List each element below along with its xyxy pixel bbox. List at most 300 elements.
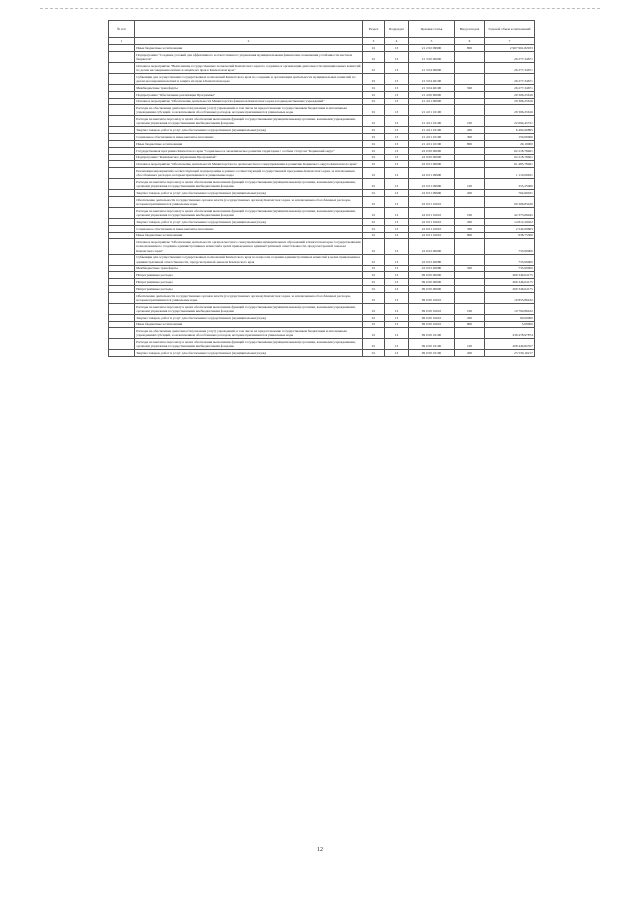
row-subsection: 13 [385,51,409,62]
table-row [109,179,535,190]
row-target-article: 99 0 00 10010 [409,321,455,328]
row-amount: 26 277,34671 [485,51,535,62]
table-row [109,285,535,292]
row-expense-type: 100 [455,116,485,127]
table-row [109,339,535,350]
row-number [109,265,135,272]
row-name: Непрограммные расходы [135,272,363,279]
row-number [109,272,135,279]
row-amount: 10 855,86432 [485,292,535,303]
row-number [109,154,135,161]
row-expense-type [455,328,485,339]
row-section: 01 [363,350,385,357]
row-name: Расходы на обеспечение деятельности (оказание услуг) учреждений, в том числе на предоставление государственным бюджетным и автономным учреждениям субсидий, за исключением обособленных расходов, которым присваиваются уникальные коды [135,105,363,116]
header-target-article: Целевая статья [409,21,455,38]
row-target-article: 99 0 00 00000 [409,279,455,286]
row-target-article: 21 3 04 40100 [409,84,455,91]
row-name: Иные бюджетные ассигнования [135,140,363,147]
row-name: Расходы на обеспечение деятельности (оказание услуг) учреждений, в том числе на предоставление государственным бюджетным и автономным учреждениям субсидий, за исключением обособленных расходов, которым присваиваются уникальные коды [135,328,363,339]
row-target-article: 22 9 01 10010 [409,218,455,225]
header-annual-amount: Годовой объем ассигнований [485,21,535,38]
row-section: 01 [363,190,385,197]
row-expense-type [455,239,485,254]
header-subsection: Подраздел [385,21,409,38]
row-amount: 269 346,04175 [485,272,535,279]
row-expense-type: 200 [455,127,485,134]
row-name: Расходы на выплаты персоналу в целях обеспечения выполнения функций государственными (муниципальными) органами, казенными учреждениями, органами управления государственными внебюджетными фондами [135,339,363,350]
row-target-article: 99 0 00 10100 [409,350,455,357]
row-number [109,51,135,62]
table-row [109,254,535,265]
row-name: Расходы на выплаты персоналу в целях обеспечения выполнения функций государственными (муниципальными) органами, казенными учреждениями, органами управления государственными внебюджетными фондами [135,303,363,314]
row-expense-type [455,168,485,179]
row-number [109,239,135,254]
row-name: Реализация мероприятий соответствующей подпрограммы в рамках соответствующей государственной программы Камчатского края, за исключением обособленных расходов, которым присваиваются уникальные коды [135,168,363,179]
row-expense-type [455,292,485,303]
row-expense-type: 200 [455,350,485,357]
row-number [109,140,135,147]
row-subsection: 13 [385,91,409,98]
row-number [109,285,135,292]
table-row [109,51,535,62]
row-expense-type: 200 [455,218,485,225]
table-row [109,279,535,286]
row-amount: 61 485,78461 [485,161,535,168]
row-section: 01 [363,105,385,116]
row-amount: 60,00000 [485,314,535,321]
row-section: 01 [363,218,385,225]
row-subsection: 13 [385,161,409,168]
row-subsection: 13 [385,127,409,134]
row-expense-type: 100 [455,303,485,314]
row-subsection: 13 [385,339,409,350]
row-subsection: 13 [385,292,409,303]
row-amount: 29 366,25616 [485,98,535,105]
row-subsection: 13 [385,190,409,197]
row-section: 01 [363,134,385,141]
row-section: 01 [363,91,385,98]
row-amount: 62 218,78461 [485,154,535,161]
row-section: 01 [363,127,385,134]
row-target-article: 21 4 00 00000 [409,91,455,98]
row-expense-type: 800 [455,140,485,147]
row-amount: 236 478,97874 [485,328,535,339]
row-number [109,314,135,321]
row-section: 01 [363,161,385,168]
table-row [109,73,535,84]
row-name: Иные бюджетные ассигнования [135,321,363,328]
budget-allocation-table [108,20,535,357]
row-section: 01 [363,303,385,314]
table-row [109,225,535,232]
row-target-article: 22 9 01 10010 [409,207,455,218]
row-amount: 5,00000 [485,321,535,328]
row-subsection: 13 [385,239,409,254]
row-target-article: 99 0 00 10010 [409,303,455,314]
row-section: 01 [363,62,385,73]
row-number [109,116,135,127]
row-number [109,279,135,286]
row-name: Субвенции для осуществления государственных полномочий Камчатского края по созданию и организации деятельности муниципальных комиссий по делам несовершеннолетних и защите их прав в Камчатском крае [135,73,363,84]
table-header-row [109,21,535,38]
table-row [109,116,535,127]
row-target-article: 21 3 04 40100 [409,73,455,84]
table-row [109,168,535,179]
row-name: Обеспечение деятельности государственных органов власти (государственных органов) Камчатского края, за исключением обособленных расходов, которым присваиваются уникальные коды [135,196,363,207]
row-expense-type [455,91,485,98]
table-row [109,328,535,339]
row-expense-type [455,161,485,168]
budget-table-sheet [108,20,534,357]
table-row [109,190,535,197]
header-expense-type: Вид расходов [455,21,485,38]
row-expense-type [455,196,485,207]
row-number [109,105,135,116]
row-section: 01 [363,140,385,147]
row-section: 01 [363,207,385,218]
row-target-article: 21 4 01 10100 [409,134,455,141]
column-index: 7 [485,37,535,45]
row-number [109,196,135,207]
row-subsection: 13 [385,207,409,218]
row-target-article: 21 4 01 10100 [409,105,455,116]
row-name: Закупка товаров, работ и услуг для обеспечения государственных (муниципальных) нужд [135,127,363,134]
row-subsection: 13 [385,134,409,141]
row-section: 01 [363,339,385,350]
row-amount: 269 346,04175 [485,279,535,286]
row-number [109,350,135,357]
row-amount: 25 530,16217 [485,350,535,357]
row-expense-type: 200 [455,190,485,197]
row-amount: 269 346,04175 [485,285,535,292]
row-number [109,225,135,232]
row-section: 01 [363,154,385,161]
row-number [109,84,135,91]
row-section: 01 [363,328,385,339]
table-body [109,45,535,357]
row-name: Расходы на выплаты персоналу в целях обеспечения выполнения функций государственными (муниципальными) органами, казенными учреждениями, органами управления государственными внебюджетными фондами [135,207,363,218]
row-target-article: 99 0 00 10010 [409,314,455,321]
row-section: 01 [363,196,385,207]
row-subsection: 13 [385,285,409,292]
row-name: Иные бюджетные ассигнования [135,45,363,52]
row-amount: 22 694,45721 [485,116,535,127]
row-number [109,168,135,179]
row-target-article: 22 9 01 09990 [409,179,455,190]
table-row [109,62,535,73]
row-name: Закупка товаров, работ и услуг для обеспечения государственных (муниципальных) нужд [135,218,363,225]
row-subsection: 13 [385,196,409,207]
table-row [109,196,535,207]
table-row [109,292,535,303]
table-row [109,232,535,239]
row-target-article: 99 0 00 10100 [409,339,455,350]
row-name: Подпрограмма "Комплексное управление Программой" [135,154,363,161]
column-index: 1 [109,37,135,45]
row-name: Иные бюджетные ассигнования [135,232,363,239]
table-row [109,321,535,328]
row-amount: 2 967 961,82933 [485,45,535,52]
column-index: 5 [409,37,455,45]
row-name: Субвенции для осуществления государственных полномочий Камчатского края по вопросам создания административных комиссий в целях привлечения к административной ответственности, предусмотренной законом Камчатского края [135,254,363,265]
row-amount: 26 277,34671 [485,73,535,84]
row-expense-type [455,147,485,154]
row-amount: 42 373,69445 [485,207,535,218]
row-amount: 60 366,83430 [485,196,535,207]
row-target-article: 22 9 02 00000 [409,239,455,254]
row-name: Социальное обеспечение и иные выплаты населению [135,225,363,232]
table-row [109,127,535,134]
table-row [109,147,535,154]
row-amount: 208 449,82357 [485,339,535,350]
row-name: Межбюджетные трансферты [135,84,363,91]
row-target-article: 22 9 01 10010 [409,225,455,232]
row-section: 01 [363,321,385,328]
row-section: 01 [363,232,385,239]
row-number [109,147,135,154]
row-section: 01 [363,279,385,286]
row-number [109,321,135,328]
row-name: Непрограммные расходы [135,279,363,286]
row-target-article: 22 0 00 00000 [409,147,455,154]
row-number [109,45,135,52]
row-name: Закупка товаров, работ и услуг для обеспечения государственных (муниципальных) нужд [135,350,363,357]
table-row [109,105,535,116]
row-number [109,161,135,168]
row-expense-type [455,62,485,73]
row-subsection: 13 [385,116,409,127]
row-expense-type: 300 [455,134,485,141]
table-row [109,134,535,141]
table-row [109,265,535,272]
row-amount: 764,60031 [485,190,535,197]
row-amount: 733,00000 [485,265,535,272]
table-row [109,84,535,91]
row-section: 01 [363,314,385,321]
column-index-row [109,37,535,45]
row-name: Социальное обеспечение и иные выплаты населению [135,134,363,141]
row-subsection: 13 [385,350,409,357]
row-amount: 355,25000 [485,179,535,190]
row-number [109,179,135,190]
row-amount: 733,00000 [485,254,535,265]
row-target-article: 21 3 00 00000 [409,51,455,62]
row-target-article: 22 9 01 09990 [409,190,455,197]
row-amount: 26 277,34671 [485,84,535,91]
row-name: Обеспечение деятельности государственных органов власти (государственных органов) Камчатского края, за исключением обособленных расходов, которым присваиваются уникальные коды [135,292,363,303]
table-row [109,239,535,254]
row-expense-type [455,272,485,279]
row-name: Основное мероприятие "Выполнение государственных полномочий Камчатского края по созданию и организации деятельности муниципальных комиссий по делам несовершеннолетних и защите их прав в Камчатском крае" [136,63,361,72]
row-subsection: 13 [385,147,409,154]
row-amount: 62 218,78461 [485,147,535,154]
row-section: 01 [363,51,385,62]
row-subsection: 13 [385,179,409,190]
header-number: № п/п [109,21,135,38]
table-row [109,314,535,321]
row-name: Государственная программа Камчатского края "Социальное и экономическое развитие территории с особым статусом "Корякский округ" [135,147,363,154]
row-target-article: 21 2 02 09990 [409,45,455,52]
row-expense-type [455,98,485,105]
table-row [109,91,535,98]
row-subsection: 13 [385,140,409,147]
row-target-article: 22 9 02 40080 [409,254,455,265]
row-name: Расходы на выплаты персоналу в целях обеспечения выполнения функций государственными (муниципальными) органами, казенными учреждениями, органами управления государственными внебюджетными фондами [135,179,363,190]
row-subsection: 13 [385,225,409,232]
table-row [109,350,535,357]
row-target-article: 99 0 00 00000 [409,285,455,292]
row-name: Основное мероприятие "Обеспечение деятельности Министерства финансов Камчатского края и подведомственных учреждений" [135,98,363,105]
page-number: 12 [317,847,323,853]
row-number [109,254,135,265]
row-name: Подпрограмма "Обеспечение реализации Программы" [135,91,363,98]
row-amount: 10 790,86432 [485,303,535,314]
header-section: Раздел [363,21,385,38]
row-amount: 26 277,34671 [485,62,535,73]
row-expense-type [455,105,485,116]
row-name: Основное мероприятие "Обеспечение деятельности органов местного самоуправления муниципальных образований в Камчатском крае государственными полномочиями по созданию административных комиссий в целях привлечения к административной ответственности, предусмотренной законом Камчатского края" [136,240,361,253]
row-target-article: 22 9 01 00000 [409,161,455,168]
row-subsection: 13 [385,272,409,279]
row-target-article: 21 3 04 00000 [409,62,455,73]
row-expense-type: 100 [455,179,485,190]
row-subsection: 13 [385,84,409,91]
row-expense-type: 800 [455,232,485,239]
row-number [109,134,135,141]
table-row [109,161,535,168]
table-row [109,154,535,161]
row-number [109,339,135,350]
row-subsection: 13 [385,265,409,272]
row-number [109,127,135,134]
row-section: 01 [363,179,385,190]
row-number [109,218,135,225]
row-section: 01 [363,116,385,127]
row-expense-type [455,154,485,161]
row-subsection: 13 [385,232,409,239]
row-name: Закупка товаров, работ и услуг для обеспечения государственных (муниципальных) нужд [135,314,363,321]
row-target-article: 22 9 00 00000 [409,154,455,161]
row-target-article: 21 4 01 00000 [409,98,455,105]
column-index: 6 [455,37,485,45]
row-subsection: 13 [385,218,409,225]
table-row [109,218,535,225]
row-section: 01 [363,292,385,303]
row-number [109,190,135,197]
column-index: 3 [363,37,385,45]
row-expense-type: 300 [455,225,485,232]
row-name: Основное мероприятие "Обеспечение деятельности Министерства по делам местного самоуправления и развитию Корякского округа Камчатского края" [135,161,363,168]
row-section: 01 [363,225,385,232]
table-row [109,140,535,147]
row-target-article: 22 9 01 09990 [409,168,455,179]
row-section: 01 [363,73,385,84]
row-expense-type: 100 [455,207,485,218]
row-expense-type: 800 [455,45,485,52]
row-section: 01 [363,98,385,105]
row-section: 01 [363,147,385,154]
row-section: 01 [363,84,385,91]
row-expense-type: 500 [455,265,485,272]
row-subsection: 13 [385,62,409,73]
row-target-article: 21 4 01 10100 [409,127,455,134]
row-subsection: 13 [385,279,409,286]
row-subsection: 13 [385,314,409,321]
row-subsection: 13 [385,321,409,328]
row-expense-type [455,73,485,84]
row-expense-type [455,254,485,265]
row-amount: 29 366,25616 [485,105,535,116]
row-section: 01 [363,285,385,292]
row-amount: 29 366,25616 [485,91,535,98]
row-subsection: 13 [385,45,409,52]
row-amount: 29,19000 [485,140,535,147]
row-subsection: 13 [385,254,409,265]
row-name: Закупка товаров, работ и услуг для обеспечения государственных (муниципальных) нужд [135,190,363,197]
row-amount: 14 812,29022 [485,218,535,225]
row-number [109,328,135,339]
row-subsection: 13 [385,328,409,339]
row-target-article: 22 9 02 40080 [409,265,455,272]
row-expense-type [455,51,485,62]
row-target-article: 21 4 01 10100 [409,140,455,147]
row-section: 01 [363,254,385,265]
row-number [109,303,135,314]
row-target-article: 99 0 00 10010 [409,292,455,303]
row-section: 01 [363,45,385,52]
row-subsection: 13 [385,168,409,179]
table-row [109,207,535,218]
column-index: 4 [385,37,409,45]
row-number [109,207,135,218]
row-target-article: 21 4 01 10100 [409,116,455,127]
row-name: Межбюджетные трансферты [135,265,363,272]
row-subsection: 13 [385,73,409,84]
row-number [109,292,135,303]
row-amount: 1 119,09631 [485,168,535,179]
row-subsection: 13 [385,303,409,314]
row-target-article: 22 9 01 10010 [409,232,455,239]
column-index: 2 [135,37,363,45]
row-subsection: 13 [385,105,409,116]
row-section: 01 [363,168,385,179]
row-section: 01 [363,265,385,272]
table-row [109,45,535,52]
row-section: 01 [363,239,385,254]
row-amount: 6 492,60895 [485,127,535,134]
row-expense-type: 200 [455,314,485,321]
row-expense-type: 500 [455,84,485,91]
row-name: Непрограммные расходы [135,285,363,292]
table-row [109,98,535,105]
row-expense-type [455,285,485,292]
row-name: Подпрограмма "Создание условий для эффективного и ответственного управления муниципальными финансами, повышения устойчивости местных бюджетов" [135,51,363,62]
row-subsection: 13 [385,154,409,161]
row-amount: 150,00000 [485,134,535,141]
row-target-article: 99 0 00 10100 [409,328,455,339]
row-amount: 733,00000 [485,239,535,254]
row-subsection: 13 [385,98,409,105]
row-number [109,62,135,73]
table-row [109,272,535,279]
row-amount: 638,75300 [485,232,535,239]
row-expense-type: 100 [455,339,485,350]
row-target-article: 22 9 01 10010 [409,196,455,207]
row-amount: 2 542,09663 [485,225,535,232]
row-expense-type: 800 [455,321,485,328]
row-number [109,91,135,98]
row-number [109,232,135,239]
